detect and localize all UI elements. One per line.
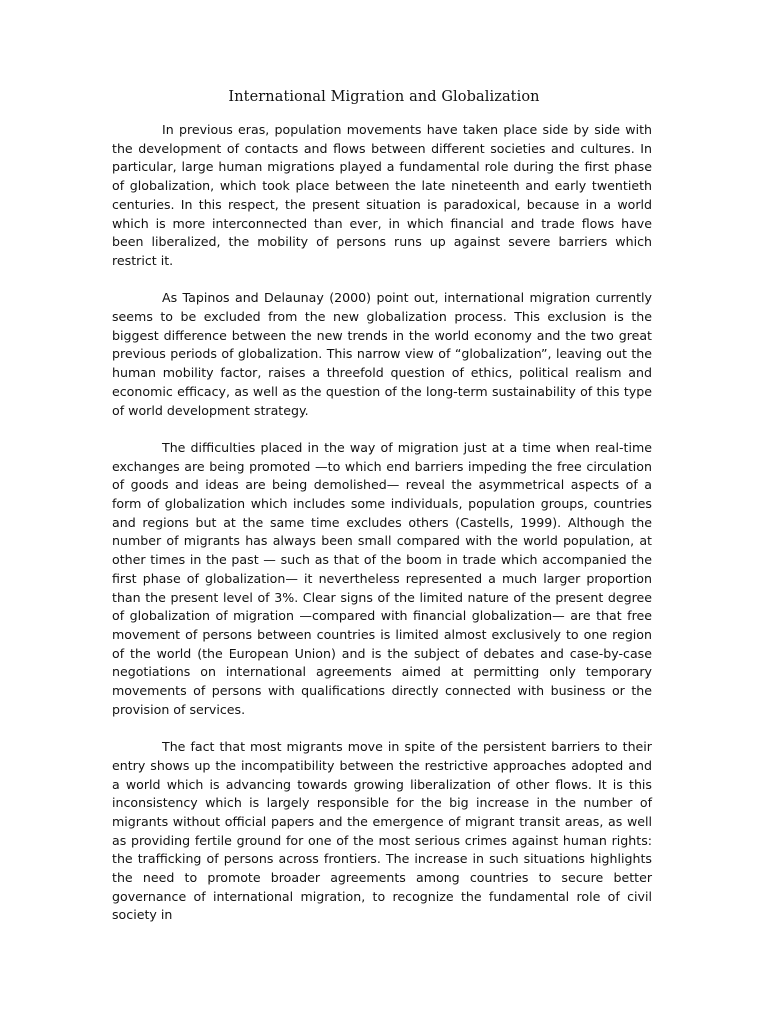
paragraph-2: As Tapinos and Delaunay (2000) point out, international migration currently seems to be excluded from the new globalization process. This exclusion is the biggest difference between the new trends in the world economy and the two great previous periods of globalization. This narrow view of “globalization”, leaving out the human mobility factor, raises a threefold question of ethics, political realism and economic efficacy, as well as the question of the long-term sustainability of this type of world development strategy.: [112, 290, 652, 418]
paragraph-1: In previous eras, population movements have taken place side by side with the development of contacts and flows between different societies and cultures. In particular, large human migrations played a fundamental role during the first phase of globalization, which took place between the late nineteenth and early twentieth centuries. In this respect, the present situation is paradoxical, because in a world which is more interconnected than ever, in which financial and trade flows have been liberalized, the mobility of persons runs up against severe barriers which restrict it.: [112, 122, 652, 268]
paragraph-4: The fact that most migrants move in spite of the persistent barriers to their entry shows up the incompatibility between the restrictive approaches adopted and a world which is advancing towards growing liberalization of other flows. It is this inconsistency which is largely responsible for the big increase in the number of migrants without official papers and the emergence of migrant transit areas, as well as providing fertile ground for one of the most serious crimes against human rights: the trafficking of persons across frontiers. The increase in such situations highlights the need to promote broader agreements among countries to secure better governance of international migration, to recognize the fundamental role of civil society in: [112, 739, 652, 923]
paragraph-3: The difficulties placed in the way of migration just at a time when real-time exchanges are being promoted —to which end barriers impeding the free circulation of goods and ideas are being demolished— reveal the asymmetrical aspects of a form of globalization which includes some individuals, population groups, countries and regions but at the same time excludes others (Castells, 1999). Although the number of migrants has always been small compared with the world population, at other times in the past — such as that of the boom in trade which accompanied the first phase of globalization— it nevertheless represented a much larger proportion than the present level of 3%. Clear signs of the limited nature of the present degree of globalization of migration —compared with financial globalization— are that free movement of persons between countries is limited almost exclusively to one region of the world (the European Union) and is the subject of debates and case-by-case negotiations on international agreements aimed at permitting only temporary movements of persons with qualifications directly connected with business or the provision of services.: [112, 439, 652, 717]
document-body: [112, 121, 652, 944]
document-title: International Migration and Globalization: [228, 89, 540, 105]
